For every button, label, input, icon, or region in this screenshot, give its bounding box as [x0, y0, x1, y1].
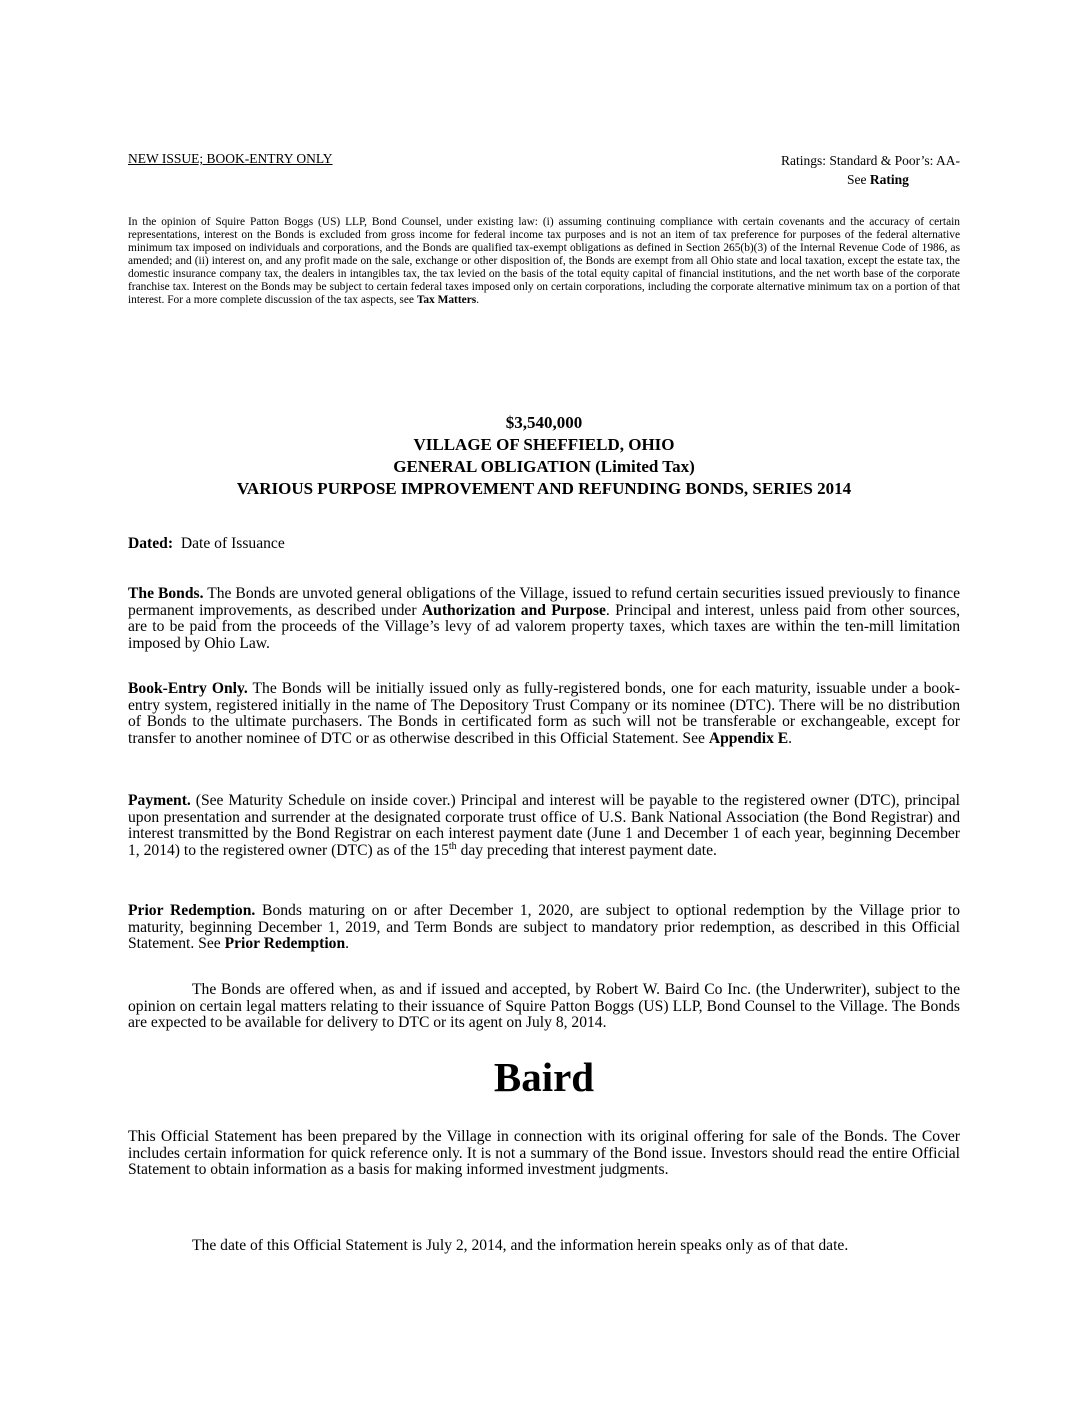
prior-redemption-reference: Prior Redemption	[224, 935, 346, 952]
official-statement-date: The date of this Official Statement is July 2, 2014, and the information herein speaks only as of that date.	[192, 1237, 849, 1254]
issue-type-label: NEW ISSUE; BOOK-ENTRY ONLY	[128, 151, 333, 166]
dated-line	[128, 535, 285, 553]
ratings-text: Ratings: Standard & Poor’s: AA-	[780, 153, 960, 168]
ordinal-suffix: th	[448, 840, 457, 852]
see-rating-line	[781, 170, 960, 189]
issuer-name: VILLAGE OF SHEFFIELD, OHIO	[413, 435, 675, 454]
bond-series: VARIOUS PURPOSE IMPROVEMENT AND REFUNDING BONDS, SERIES 2014	[236, 479, 852, 498]
section-text: .	[788, 729, 793, 747]
rating-reference: Rating	[869, 172, 909, 187]
section-heading: Payment.	[128, 792, 191, 809]
section-text: .	[345, 935, 350, 952]
authorization-reference: Authorization and Purpose	[421, 601, 606, 619]
section-text: (See Maturity Schedule on inside cover.) Principal and interest will be payable to the registered owner (DTC), principal upon presentation and surrender at the designated corporate trust office of U.S. Bank National Association (the Bond Registrar) and interest transmitted by the Bond Registrar on each interest payment date (June 1 and December 1 of each year, beginning December 1, 2014) to the registered owner (DTC) as of the 15	[128, 792, 960, 859]
appendix-e-reference: Appendix E	[708, 729, 789, 747]
section-heading: Prior Redemption.	[128, 902, 256, 919]
section-prior-redemption	[128, 903, 960, 953]
disclaimer-paragraph: This Official Statement has been prepared by the Village in connection with its original offering for sale of the Bonds. The Cover includes certain information for quick reference only. It is not a summary of the Bond issue. Investors should read the entire Official Statement to obtain information as a basis for making informed investment judgments.	[128, 1128, 960, 1178]
bond-title-block	[128, 412, 960, 500]
section-text: . Principal and interest, unless paid from other sources, are to be paid from the proceeds of the Village’s levy of ad valorem property taxes, which taxes are within the ten-mill limitation imposed by Ohio Law.	[128, 601, 960, 652]
bond-amount: $3,540,000	[505, 413, 583, 432]
obligation-type: GENERAL OBLIGATION (Limited Tax)	[393, 457, 695, 476]
tax-opinion-paragraph	[128, 216, 960, 307]
section-text: Bonds maturing on or after December 1, 2020, are subject to optional redemption by the Village prior to maturity, beginning December 1, 2019, and Term Bonds are subject to mandatory prior redemption, as described in this Official Statement. See	[128, 902, 960, 952]
section-the-bonds	[128, 586, 960, 652]
section-heading: Book-Entry Only.	[128, 680, 248, 697]
ratings-block	[781, 151, 960, 189]
section-book-entry	[128, 681, 960, 747]
tax-opinion-end: .	[476, 294, 480, 306]
section-heading: The Bonds.	[128, 585, 204, 602]
offering-paragraph: The Bonds are offered when, as and if issued and accepted, by Robert W. Baird Co Inc. (the Underwriter), subject to the opinion on certain legal matters relating to their issuance of Squire Patton Boggs (US) LLP, Bond Counsel to the Village. The Bonds are expected to be available for delivery to DTC or its agent on July 8, 2014.	[128, 981, 960, 1031]
section-text: day preceding that interest payment date.	[456, 841, 717, 859]
section-text: The Bonds will be initially issued only as fully-registered bonds, one for each maturity, issuable under a book-entry system, registered initially in the name of The Depository Trust Company or its nominee (DTC). There will be no distribution of Bonds to the ultimate purchasers. The Bonds in certificated form as such will not be transferable or exchangeable, except for transfer to another nominee of DTC or as otherwise described in this Official Statement. See	[128, 680, 960, 747]
dated-value: Date of Issuance	[173, 535, 285, 552]
dated-label: Dated:	[128, 535, 174, 552]
tax-opinion-text: In the opinion of Squire Patton Boggs (US) LLP, Bond Counsel, under existing law: (i) assuming continuing compliance with certain covenants and the accuracy of certain representations, interest on the Bonds is excluded from gross income for federal income tax purposes and is not an item of tax preference for purposes of the federal alternative minimum tax imposed on individuals and corporations, and the Bonds are qualified tax-exempt obligations as defined in Section 265(b)(3) of the Internal Revenue Code of 1986, as amended; and (ii) interest on, and any profit made on the sale, exchange or other disposition of, the Bonds are exempt from all Ohio state and local taxation, except the estate tax, the domestic insurance company tax, the dealers in intangibles tax, the tax levied on the basis of the total equity capital of financial institutions, and the net worth base of the corporate franchise tax. Interest on the Bonds may be subject to certain federal taxes imposed only on certain corporations, including the corporate alternative minimum tax on a portion of that interest. For a more complete discussion of the tax aspects, see	[128, 216, 960, 306]
section-text: The Bonds are unvoted general obligations of the Village, issued to refund certain securities issued previously to finance permanent improvements, as described under	[128, 585, 960, 619]
baird-logo: Baird	[493, 1054, 595, 1100]
tax-matters-reference: Tax Matters	[416, 294, 477, 306]
see-prefix: See	[846, 172, 870, 187]
section-payment	[128, 793, 960, 859]
